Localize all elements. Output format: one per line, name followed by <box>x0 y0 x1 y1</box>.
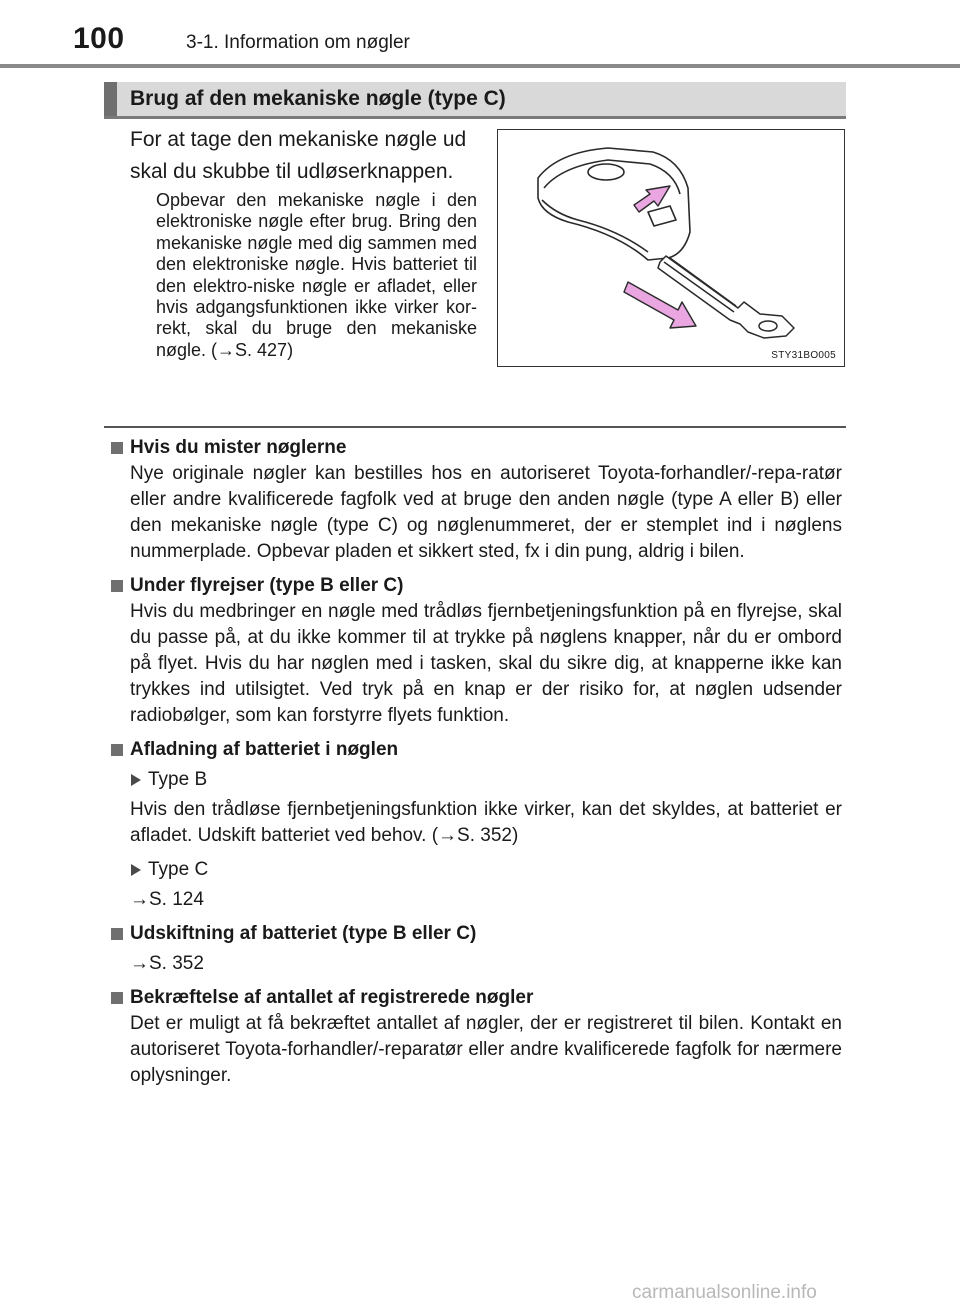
info-item-lost-keys <box>108 435 842 565</box>
page-number: 100 <box>73 22 125 55</box>
section-divider <box>104 426 846 428</box>
item-text: Nye originale nøgler kan bestilles hos en autoriseret Toyota-forhandler/-repa-ratør eller andre kvalificerede fagfolk ved at bruge den anden nøgle (type A eller B) eller den mekaniske nøgle (type C) og nøglenummeret, der er stemplet ind i nøglens nummerplade. Opbevar pladen et sikkert sted, fx i din pung, aldrig i bilen. <box>130 463 842 562</box>
item-text: →S. 124 <box>130 889 204 910</box>
chapter-title: 3-1. Information om nøgler <box>186 32 410 53</box>
item-heading-text: Under flyrejser (type B eller C) <box>130 575 404 596</box>
sub-item-label: Type C <box>148 859 209 880</box>
square-bullet-icon <box>111 928 123 940</box>
key-illustration <box>497 129 845 367</box>
square-bullet-icon <box>111 744 123 756</box>
section-header <box>104 82 846 119</box>
item-heading <box>108 737 842 763</box>
item-heading-text: Hvis du mister nøglerne <box>130 437 347 458</box>
sub-item-label: Type B <box>148 769 208 790</box>
item-heading-text: Bekræftelse af antallet af registrerede nøgler <box>130 987 534 1008</box>
item-text: Hvis du medbringer en nøgle med trådløs fjernbetjeningsfunktion på en flyrejse, skal du passe på, at du ikke kommer til at trykke på nøglens knapper, når du er ombord på flyet. Hvis du har nøglen med i tasken, skal du sikre dig, at knapperne ikke kan trykkes ind utilsigtet. Ved tryk på en knap er der risiko for, at nøglen udsender radiobølger, som kan forstyrre flyets funktion. <box>130 601 842 726</box>
item-heading-text: Afladning af batteriet i nøglen <box>130 739 399 760</box>
item-text: →S. 352 <box>130 953 204 974</box>
triangle-bullet-icon <box>131 864 141 876</box>
square-bullet-icon <box>111 580 123 592</box>
figure-code: STY31BO005 <box>771 350 836 361</box>
info-item-battery-drain <box>108 737 842 913</box>
item-heading-text: Udskiftning af batteriet (type B eller C) <box>130 923 477 944</box>
section-note-text: Opbevar den mekaniske nøgle i den elektroniske nøgle efter brug. Bring den mekaniske nøgle med dig sammen med den elektroniske nøgle. Hvis batteriet til den elektro-niske nøgle er afladet, eller hvis adgangsfunktionen ikke virker kor-rekt, skal du bruge den mekaniske nøgle. (→S. 427) <box>156 190 477 360</box>
item-text: Det er muligt at få bekræftet antallet af nøgler, der er registreret til bilen. Kontakt en autoriseret Toyota-forhandler/-reparatør eller andre kvalificerede fagfolk for nærmere oplysninger. <box>130 1013 842 1086</box>
sub-item-type-b <box>130 767 842 793</box>
section-lead-text: For at tage den mekaniske nøgle ud skal du skubbe til udløserknappen. <box>130 128 467 183</box>
info-list <box>108 435 842 1097</box>
square-bullet-icon <box>111 442 123 454</box>
square-bullet-icon <box>111 992 123 1004</box>
item-heading <box>108 921 842 947</box>
mechanical-key-drawing <box>498 130 843 365</box>
item-heading <box>108 573 842 599</box>
triangle-bullet-icon <box>131 774 141 786</box>
item-heading <box>108 985 842 1011</box>
info-item-flights <box>108 573 842 729</box>
info-item-battery-replace <box>108 921 842 977</box>
section-tab-marker <box>104 82 117 116</box>
watermark: carmanualsonline.info <box>632 1282 817 1303</box>
section-title: Brug af den mekaniske nøgle (type C) <box>130 87 506 110</box>
header-rule <box>0 64 960 68</box>
item-text: Hvis den trådløse fjernbetjeningsfunktion ikke virker, kan det skyldes, at batteriet er afladet. Udskift batteriet ved behov. (→S. 352) <box>130 799 842 846</box>
electronic-key-fob <box>538 148 690 260</box>
sub-item-type-c <box>130 857 842 883</box>
info-item-key-count <box>108 985 842 1089</box>
item-heading <box>108 435 842 461</box>
pull-arrow-icon <box>624 282 696 328</box>
